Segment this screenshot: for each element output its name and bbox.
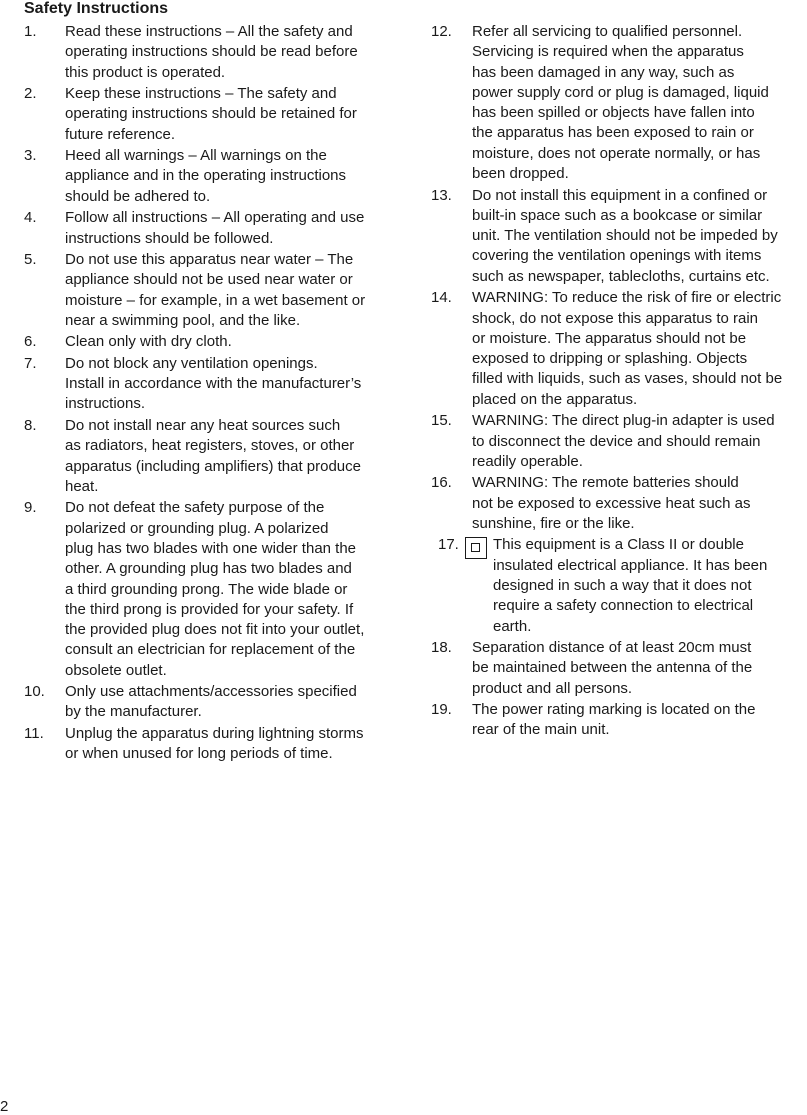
item-text: Follow all instructions – All operating and use instructions should be followed. [65,209,365,247]
item-number: 8. [24,416,37,434]
list-item [24,250,394,331]
list-item [24,146,394,207]
item-text: Clean only with dry cloth. [65,333,232,351]
item-number: 9. [24,499,37,517]
list-item [24,354,394,415]
item-number: 7. [24,354,37,372]
item-text: Do not defeat the safety purpose of the polarized or grounding plug. A polarized plug has two blades with one wider than the other. A grounding plug has two blades and a third grounding prong. The wide blade or the third prong is provided for your safety. If the provided plug does not fit into your outlet, consult an electrician for replacement of the obsolete outlet. [65,499,365,679]
item-text: This equipment is a Class II or double insulated electrical appliance. It has been designed in such a way that it does not require a safety connection to electrical earth. [493,536,768,635]
item-text: Keep these instructions – The safety and operating instructions should be retained for future reference. [65,85,357,143]
item-text: Do not block any ventilation openings. Install in accordance with the manufacturer’s instructions. [65,354,362,413]
list-item [431,411,807,472]
item-number: 18. [431,639,452,657]
item-number: 17. [438,536,459,554]
item-number: 16. [431,474,452,492]
list-item [24,332,394,352]
item-text: Read these instructions – All the safety and operating instructions should be read before this product is operated. [65,23,358,81]
item-text: WARNING: To reduce the risk of fire or electric shock, do not expose this apparatus to rain or moisture. The apparatus should not be exposed to dripping or splashing. Objects filled with liquids, such as vases, should not be placed on the apparatus. [472,289,783,408]
item-number: 11. [24,724,44,742]
item-number: 1. [24,23,37,40]
item-text: Do not install this equipment in a confined or built-in space such as a bookcase or similar unit. The ventilation should not be impeded by covering the ventilation openings with items such as newspaper, tablecloths, curtains etc. [472,186,778,285]
list-item [24,724,394,765]
list-item [24,416,394,497]
list-item [431,288,807,410]
item-number: 12. [431,23,452,40]
item-text: Do not install near any heat sources such as radiators, heat registers, stoves, or other apparatus (including amplifiers) that produce heat. [65,416,361,495]
item-number: 6. [24,333,37,351]
item-number: 14. [431,289,452,307]
list-item [24,22,394,83]
item-number: 5. [24,251,37,269]
list-item [431,700,807,741]
item-text: WARNING: The direct plug-in adapter is used to disconnect the device and should remain readily operable. [472,412,775,470]
list-item [431,186,807,287]
item-number: 13. [431,186,452,204]
left-column [24,22,394,766]
item-text: Heed all warnings – All warnings on the appliance and in the operating instructions should be adhered to. [65,147,347,205]
list-item [24,682,394,723]
list-item [431,22,807,184]
item-number: 3. [24,147,37,165]
item-text: WARNING: The remote batteries should not be exposed to excessive heat such as sunshine, fire or the like. [472,474,751,532]
right-column [431,22,807,742]
list-item [431,473,807,534]
item-number: 10. [24,683,45,701]
list-item [24,84,394,145]
item-number: 19. [431,701,452,719]
page-number: 2 [0,1098,9,1115]
list-item [24,208,394,249]
item-text: Only use attachments/accessories specified by the manufacturer. [65,683,357,721]
item-number: 15. [431,412,452,430]
item-number: 2. [24,85,37,103]
list-item [431,535,807,636]
item-text: The power rating marking is located on the rear of the main unit. [472,701,756,739]
list-item [431,638,807,699]
list-item [24,498,394,681]
item-text: Unplug the apparatus during lightning storms or when unused for long periods of time. [65,724,364,763]
class-ii-double-insulation-icon [465,537,487,559]
item-text: Refer all servicing to qualified personnel. Servicing is required when the apparatus has been damaged in any way, such as power supply cord or plug is damaged, liquid has been spilled or objects have fallen into the apparatus has been exposed to rain or moisture, does not operate normally, or has been dropped. [472,23,769,183]
page-title: Safety Instructions [24,0,169,17]
item-number: 4. [24,209,37,227]
item-text: Do not use this apparatus near water – The appliance should not be used near water or moisture – for example, in a wet basement or near a swimming pool, and the like. [65,251,366,329]
item-text: Separation distance of at least 20cm must be maintained between the antenna of the product and all persons. [472,639,753,697]
